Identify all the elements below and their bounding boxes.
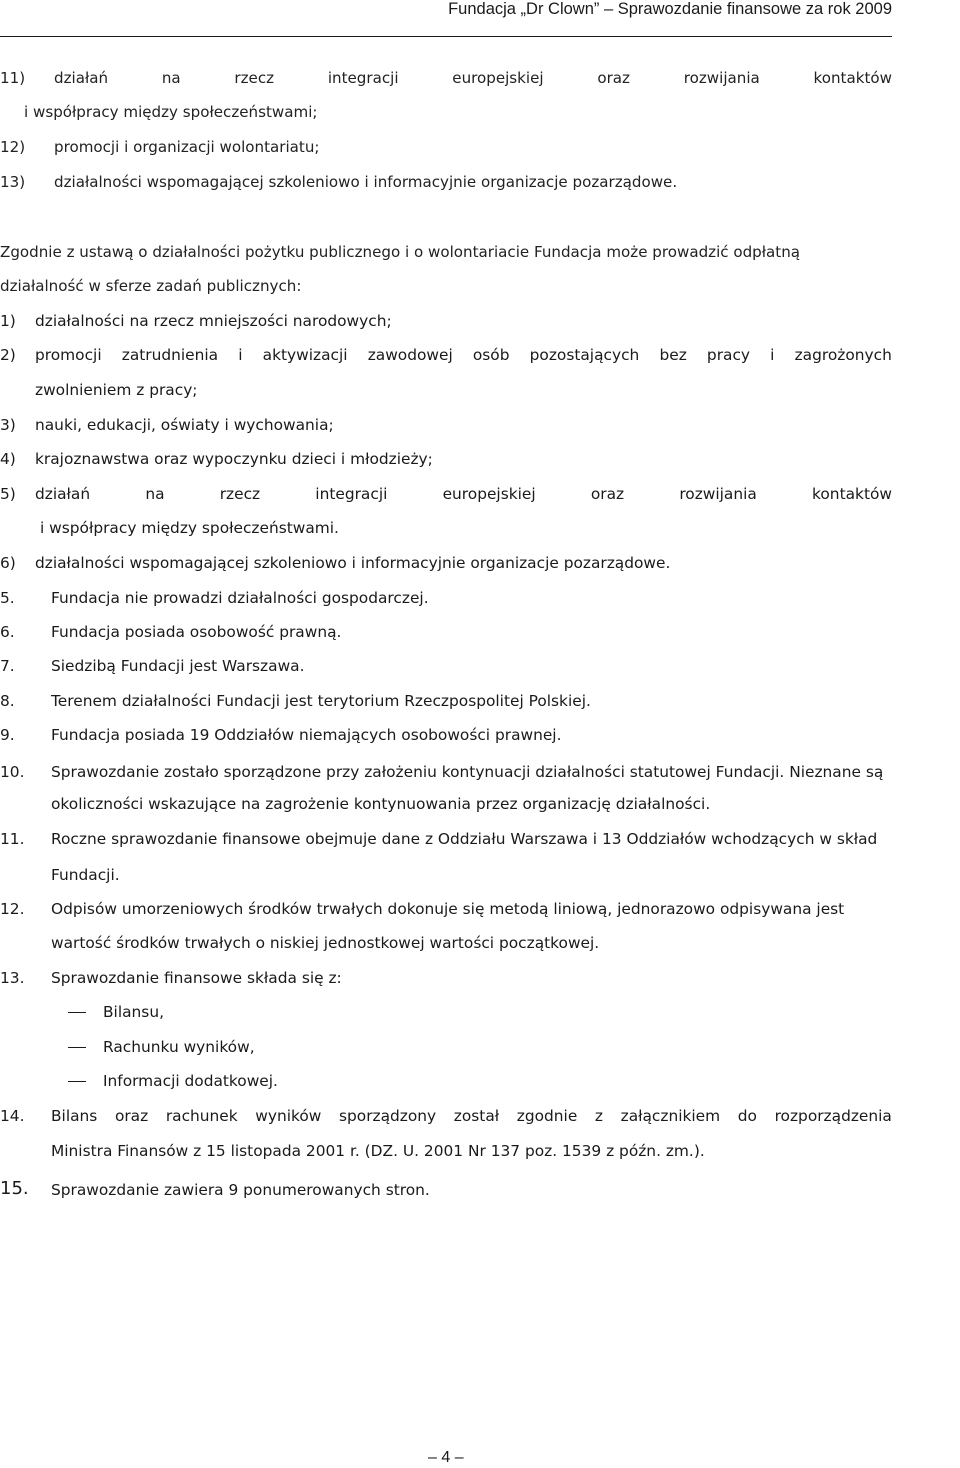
word: i bbox=[770, 346, 775, 364]
list-item-number: 3) bbox=[0, 416, 16, 434]
list-item-number: 6) bbox=[0, 554, 16, 572]
list-item-text: krajoznawstwa oraz wypoczynku dzieci i młodzieży; bbox=[35, 450, 433, 468]
component-item: Rachunku wyników, bbox=[103, 1038, 255, 1056]
list-item-text: działalności na rzecz mniejszości narodowych; bbox=[35, 312, 392, 330]
list-item-justified bbox=[35, 345, 892, 365]
point-text: wartość środków trwałych o niskiej jednostkowej wartości początkowej. bbox=[51, 934, 600, 952]
word: na bbox=[161, 69, 181, 87]
dash-bullet bbox=[68, 1047, 86, 1048]
list-item-number: 13) bbox=[0, 173, 26, 191]
word: wyników bbox=[255, 1107, 322, 1125]
list-item-number: 11) bbox=[0, 69, 26, 87]
point-number: 14. bbox=[0, 1107, 25, 1125]
point-text-justified bbox=[51, 1106, 892, 1126]
word: rozwijania bbox=[683, 69, 760, 87]
page-header: Fundacja „Dr Clown” – Sprawozdanie finansowe za rok 2009 bbox=[448, 0, 892, 18]
word: załącznikiem bbox=[620, 1107, 721, 1125]
list-item-text: promocji i organizacji wolontariatu; bbox=[54, 138, 320, 156]
point-text: Siedzibą Fundacji jest Warszawa. bbox=[51, 657, 305, 675]
word: promocji bbox=[35, 346, 102, 364]
intro-line: działalność w sferze zadań publicznych: bbox=[0, 277, 302, 295]
word: działań bbox=[54, 69, 109, 87]
word: został bbox=[453, 1107, 500, 1125]
word: zatrudnienia bbox=[121, 346, 219, 364]
list-item-justified bbox=[54, 68, 892, 88]
word: kontaktów bbox=[813, 69, 892, 87]
dash-left: – bbox=[428, 1449, 437, 1466]
point-number: 15. bbox=[0, 1178, 29, 1199]
dash-bullet bbox=[68, 1081, 86, 1082]
list-item-number: 5) bbox=[0, 485, 16, 503]
list-item-continuation: zwolnieniem z pracy; bbox=[35, 381, 198, 399]
word: europejskiej bbox=[442, 485, 536, 503]
list-item-number: 2) bbox=[0, 346, 16, 364]
point-number: 8. bbox=[0, 692, 15, 710]
point-text: Terenem działalności Fundacji jest terytorium Rzeczpospolitej Polskiej. bbox=[51, 692, 591, 710]
point-number: 9. bbox=[0, 726, 15, 744]
word: oraz bbox=[590, 485, 625, 503]
word: z bbox=[594, 1107, 603, 1125]
word: rozwijania bbox=[679, 485, 757, 503]
word: osób bbox=[472, 346, 510, 364]
word: integracji bbox=[315, 485, 388, 503]
word: europejskiej bbox=[452, 69, 544, 87]
component-item: Bilansu, bbox=[103, 1003, 164, 1021]
dash-bullet bbox=[68, 1012, 86, 1013]
list-item-number: 12) bbox=[0, 138, 26, 156]
word: do bbox=[737, 1107, 757, 1125]
point-text: Roczne sprawozdanie finansowe obejmuje dane z Oddziału Warszawa i 13 Oddziałów wchodzących w skład bbox=[51, 830, 878, 848]
word: Bilans bbox=[51, 1107, 98, 1125]
point-text: Fundacji. bbox=[51, 866, 120, 884]
point-text: Fundacja nie prowadzi działalności gospodarczej. bbox=[51, 589, 429, 607]
point-text: Fundacja posiada 19 Oddziałów niemających osobowości prawnej. bbox=[51, 726, 562, 744]
list-item-text: działalności wspomagającej szkoleniowo i informacyjnie organizacje pozarządowe. bbox=[35, 554, 671, 572]
point-text: Sprawozdanie zawiera 9 ponumerowanych stron. bbox=[51, 1181, 430, 1199]
list-item-continuation: i współpracy między społeczeństwami. bbox=[40, 519, 339, 537]
list-item-text: nauki, edukacji, oświaty i wychowania; bbox=[35, 416, 334, 434]
list-item-number: 1) bbox=[0, 312, 16, 330]
word: zagrożonych bbox=[794, 346, 892, 364]
list-item-continuation: i współpracy między społeczeństwami; bbox=[24, 103, 318, 121]
word: rachunek bbox=[165, 1107, 238, 1125]
point-text: Sprawozdanie finansowe składa się z: bbox=[51, 969, 342, 987]
word: integracji bbox=[327, 69, 399, 87]
word: na bbox=[145, 485, 165, 503]
point-number: 5. bbox=[0, 589, 15, 607]
dash-right: – bbox=[454, 1449, 464, 1466]
list-item-justified bbox=[35, 484, 892, 504]
point-number: 6. bbox=[0, 623, 15, 641]
word: pracy bbox=[706, 346, 751, 364]
word: rzecz bbox=[234, 69, 275, 87]
point-text: Sprawozdanie zostało sporządzone przy założeniu kontynuacji działalności statutowej Fundacji. Nieznane są bbox=[51, 763, 884, 781]
word: rozporządzenia bbox=[774, 1107, 892, 1125]
point-text: Fundacja posiada osobowość prawną. bbox=[51, 623, 342, 641]
word: rzecz bbox=[219, 485, 261, 503]
word: zawodowej bbox=[367, 346, 453, 364]
point-number: 11. bbox=[0, 830, 25, 848]
point-number: 10. bbox=[0, 763, 25, 781]
word: sporządzony bbox=[339, 1107, 437, 1125]
word: bez bbox=[659, 346, 687, 364]
point-number: 12. bbox=[0, 900, 25, 918]
page-number: 4 bbox=[441, 1449, 451, 1466]
header-rule bbox=[0, 36, 892, 37]
point-text: Ministra Finansów z 15 listopada 2001 r. (DZ. U. 2001 Nr 137 poz. 1539 z późn. zm.). bbox=[51, 1142, 705, 1160]
page-number-footer bbox=[428, 1448, 464, 1468]
intro-line: Zgodnie z ustawą o działalności pożytku publicznego i o wolontariacie Fundacja może prowadzić odpłatną bbox=[0, 243, 801, 261]
word: oraz bbox=[597, 69, 630, 87]
word: i bbox=[238, 346, 243, 364]
word: oraz bbox=[114, 1107, 149, 1125]
word: działań bbox=[35, 485, 91, 503]
word: kontaktów bbox=[812, 485, 892, 503]
component-item: Informacji dodatkowej. bbox=[103, 1072, 278, 1090]
point-number: 7. bbox=[0, 657, 15, 675]
list-item-number: 4) bbox=[0, 450, 16, 468]
list-item-text: działalności wspomagającej szkoleniowo i informacyjnie organizacje pozarządowe. bbox=[54, 173, 678, 191]
word: pozostających bbox=[529, 346, 640, 364]
point-text: okoliczności wskazujące na zagrożenie kontynuowania przez organizację działalności. bbox=[51, 795, 711, 813]
word: aktywizacji bbox=[262, 346, 348, 364]
point-number: 13. bbox=[0, 969, 25, 987]
point-text: Odpisów umorzeniowych środków trwałych dokonuje się metodą liniową, jednorazowo odpisywana jest bbox=[51, 900, 845, 918]
word: zgodnie bbox=[516, 1107, 578, 1125]
